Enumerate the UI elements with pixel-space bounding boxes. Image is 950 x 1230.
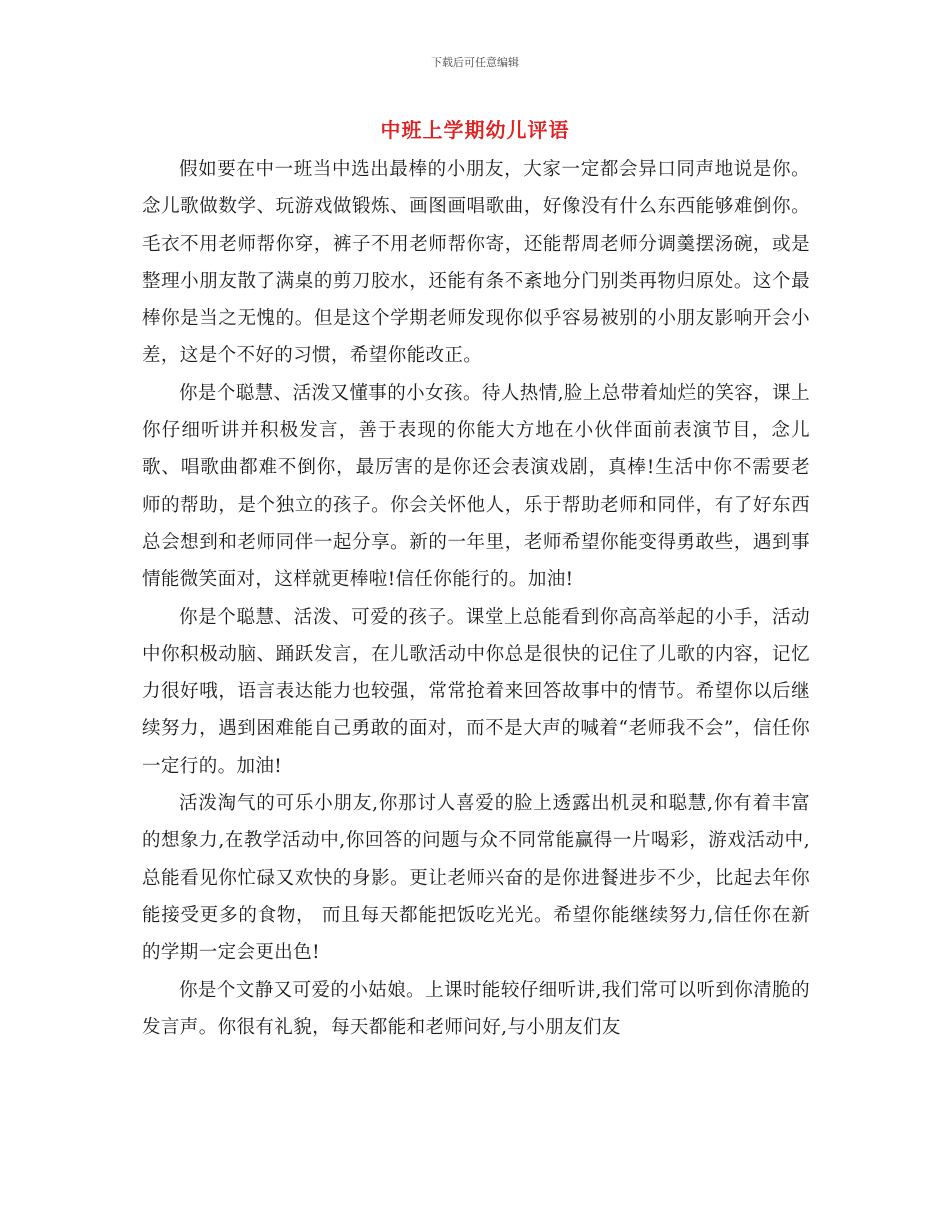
paragraph-4: 活泼淘气的可乐小朋友,你那讨人喜爱的脸上透露出机灵和聪慧,你有着丰富的想象力,在教学活动中,你回答的问题与众不同常能赢得一片喝彩，游戏活动中,总能看见你忙碌又欢快的身影。更让老师兴奋的是你进餐进步不少，比起去年你能接受更多的食物， 而且每天都能把饭吃光光。希望你能继续努力,信任你在新的学期一定会更出色!	[142, 793, 810, 964]
paragraph-3: 你是个聪慧、活泼、可爱的孩子。课堂上总能看到你高高举起的小手，活动中你积极动脑、踊跃发言，在儿歌活动中你总是很快的记住了儿歌的内容，记忆力很好哦，语言表达能力也较强，常常抢着来回答故事中的情节。希望你以后继续努力，遇到困难能自己勇敢的面对，而不是大声的喊着“老师我不会”，信任你一定行的。加油!	[142, 606, 810, 777]
paragraph-2: 你是个聪慧、活泼又懂事的小女孩。待人热情,脸上总带着灿烂的笑容，课上你仔细听讲并积极发言，善于表现的你能大方地在小伙伴面前表演节目，念儿歌、唱歌曲都难不倒你，最厉害的是你还会表演戏剧，真棒!生活中你不需要老师的帮助，是个独立的孩子。你会关怀他人，乐于帮助老师和同伴，有了好东西总会想到和老师同伴一起分享。新的一年里，老师希望你能变得勇敢些，遇到事情能微笑面对，这样就更棒啦!信任你能行的。加油!	[142, 382, 810, 591]
paragraph-5: 你是个文静又可爱的小姑娘。上课时能较仔细听讲,我们常可以听到你清脆的发言声。你很有礼貌，每天都能和老师问好,与小朋友们友	[142, 979, 810, 1038]
header-note: 下载后可任意编辑	[431, 56, 519, 69]
paragraph-1: 假如要在中一班当中选出最棒的小朋友，大家一定都会异口同声地说是你。念儿歌做数学、玩游戏做锻炼、画图画唱歌曲，好像没有什么东西能够难倒你。毛衣不用老师帮你穿，裤子不用老师帮你寄，还能帮周老师分调羹摆汤碗，或是整理小朋友散了满桌的剪刀胶水，还能有条不紊地分门别类再物归原处。这个最棒你是当之无愧的。但是这个学期老师发现你似乎容易被别的小朋友影响开会小差，这是个不好的习惯，希望你能改正。	[142, 159, 810, 367]
document-body	[142, 151, 810, 1046]
document-title: 中班上学期幼儿评语	[380, 118, 570, 142]
